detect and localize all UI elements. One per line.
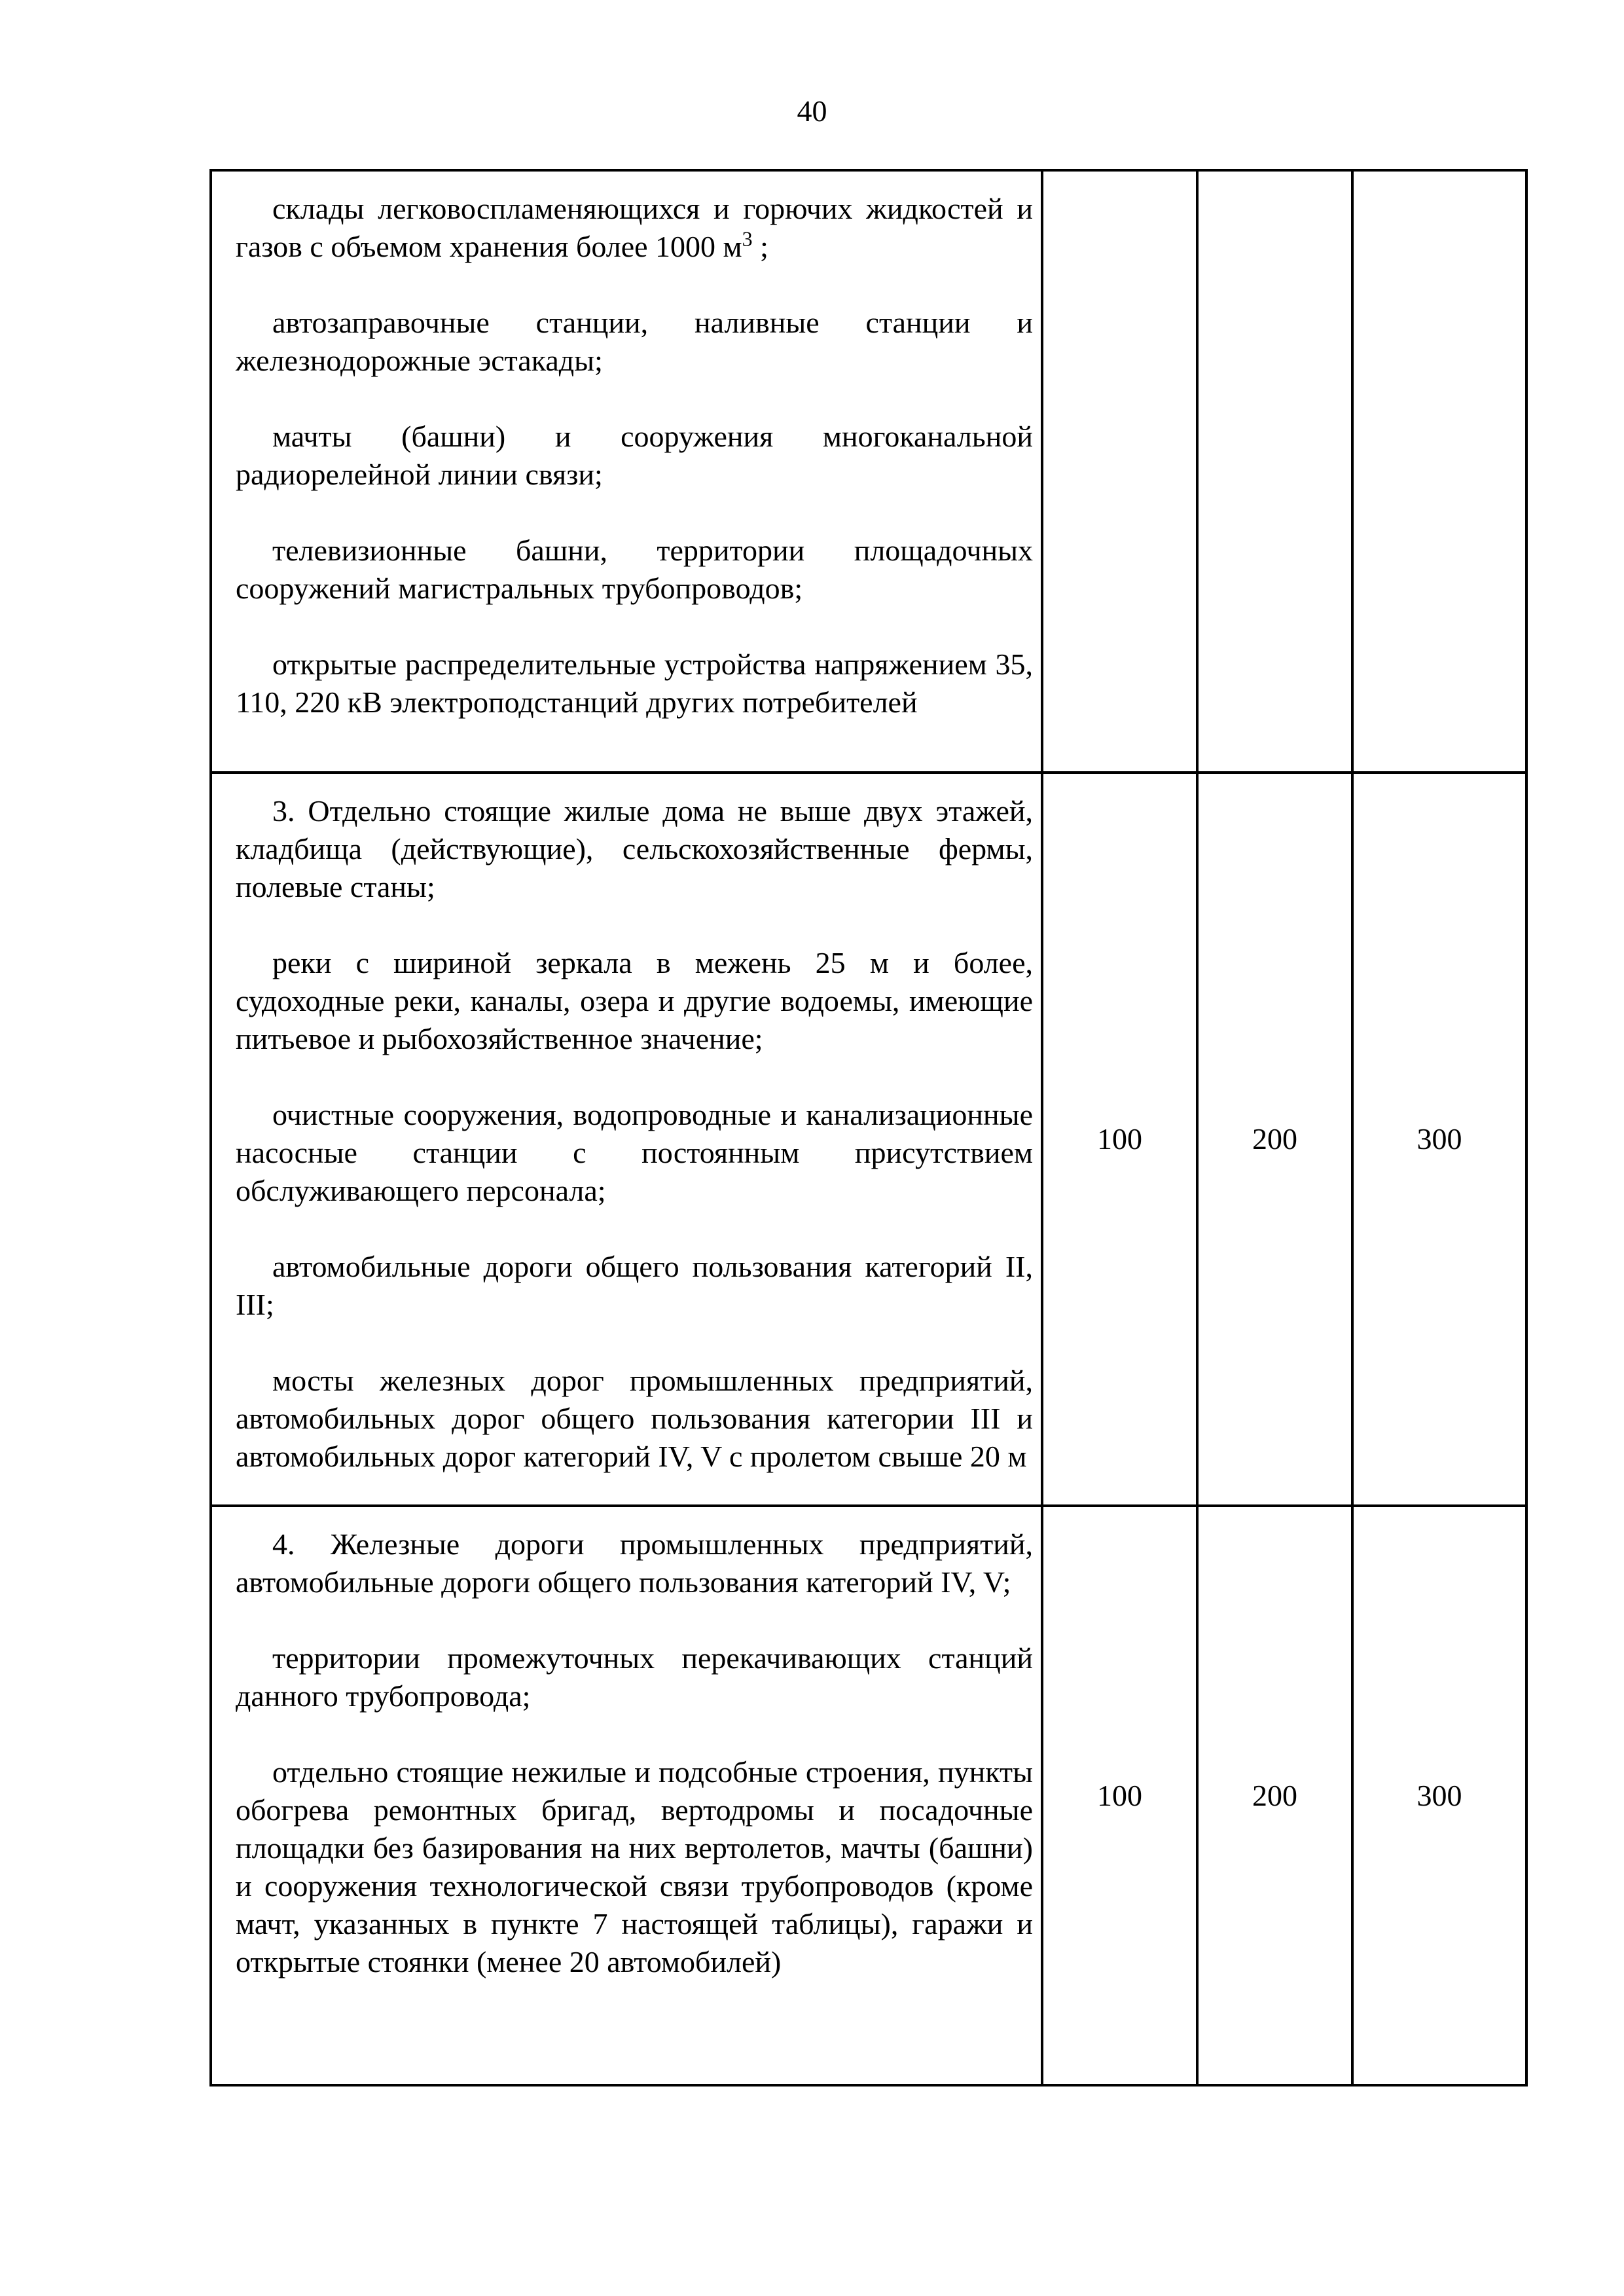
paragraph: 3. Отдельно стоящие жилые дома не выше двух этажей, кладбища (действующие), сельскохозяйственные фермы, полевые станы; (236, 794, 1033, 903)
paragraph: телевизионные башни, территории площадочных сооружений магистральных трубопроводов; (236, 534, 1033, 605)
table-row (211, 170, 1526, 773)
value-cell-1: 100 (1042, 1506, 1197, 2085)
distance-table (209, 169, 1528, 2086)
value-cell-2: 200 (1197, 773, 1352, 1506)
object-description-cell (211, 170, 1042, 773)
paragraph: мосты железных дорог промышленных предприятий, автомобильных дорог общего пользования категории III и автомобильных дорог категорий IV, V с пролетом свыше 20 м (236, 1364, 1033, 1473)
value-cell-1: 100 (1042, 773, 1197, 1506)
paragraph: автомобильные дороги общего пользования категорий II, III; (236, 1250, 1033, 1321)
superscript: 3 (742, 227, 753, 251)
paragraph: 4. Железные дороги промышленных предприятий, автомобильные дороги общего пользования категорий IV, V; (236, 1527, 1033, 1599)
paragraph: открытые распределительные устройства напряжением 35, 110, 220 кВ электроподстанций других потребителей (236, 647, 1033, 719)
paragraph: отдельно стоящие нежилые и подсобные строения, пункты обогрева ремонтных бригад, вертодромы и посадочные площадки без базирования на них вертолетов, мачты (башни) и сооружения технологической связи трубопроводов (кроме мачт, указанных в пункте 7 настоящей таблицы), гаражи и открытые стоянки (менее 20 автомобилей) (236, 1755, 1033, 1978)
paragraph: очистные сооружения, водопроводные и канализационные насосные станции с постоянным присутствием обслуживающего персонала; (236, 1098, 1033, 1207)
paragraph: склады легковоспламеняющихся и горючих жидкостей и газов с объемом хранения более 1000 $м^3$ ; (236, 192, 1033, 263)
value-cell-2 (1197, 170, 1352, 773)
table-row (211, 773, 1526, 1506)
paragraph: реки с шириной зеркала в межень 25 м и более, судоходные реки, каналы, озера и другие водоемы, имеющие питьевое и рыбохозяйственное значение; (236, 946, 1033, 1055)
paragraph: автозаправочные станции, наливные станции и железнодорожные эстакады; (236, 306, 1033, 377)
paragraph: мачты (башни) и сооружения многоканальной радиорелейной линии связи; (236, 420, 1033, 491)
page-number: 40 (797, 94, 827, 128)
object-description-cell (211, 773, 1042, 1506)
table-row (211, 1506, 1526, 2085)
value-cell-3: 300 (1352, 773, 1526, 1506)
object-description-cell (211, 1506, 1042, 2085)
value-cell-3 (1352, 170, 1526, 773)
value-cell-3: 300 (1352, 1506, 1526, 2085)
value-cell-1 (1042, 170, 1197, 773)
value-cell-2: 200 (1197, 1506, 1352, 2085)
paragraph: территории промежуточных перекачивающих станций данного трубопровода; (236, 1641, 1033, 1713)
